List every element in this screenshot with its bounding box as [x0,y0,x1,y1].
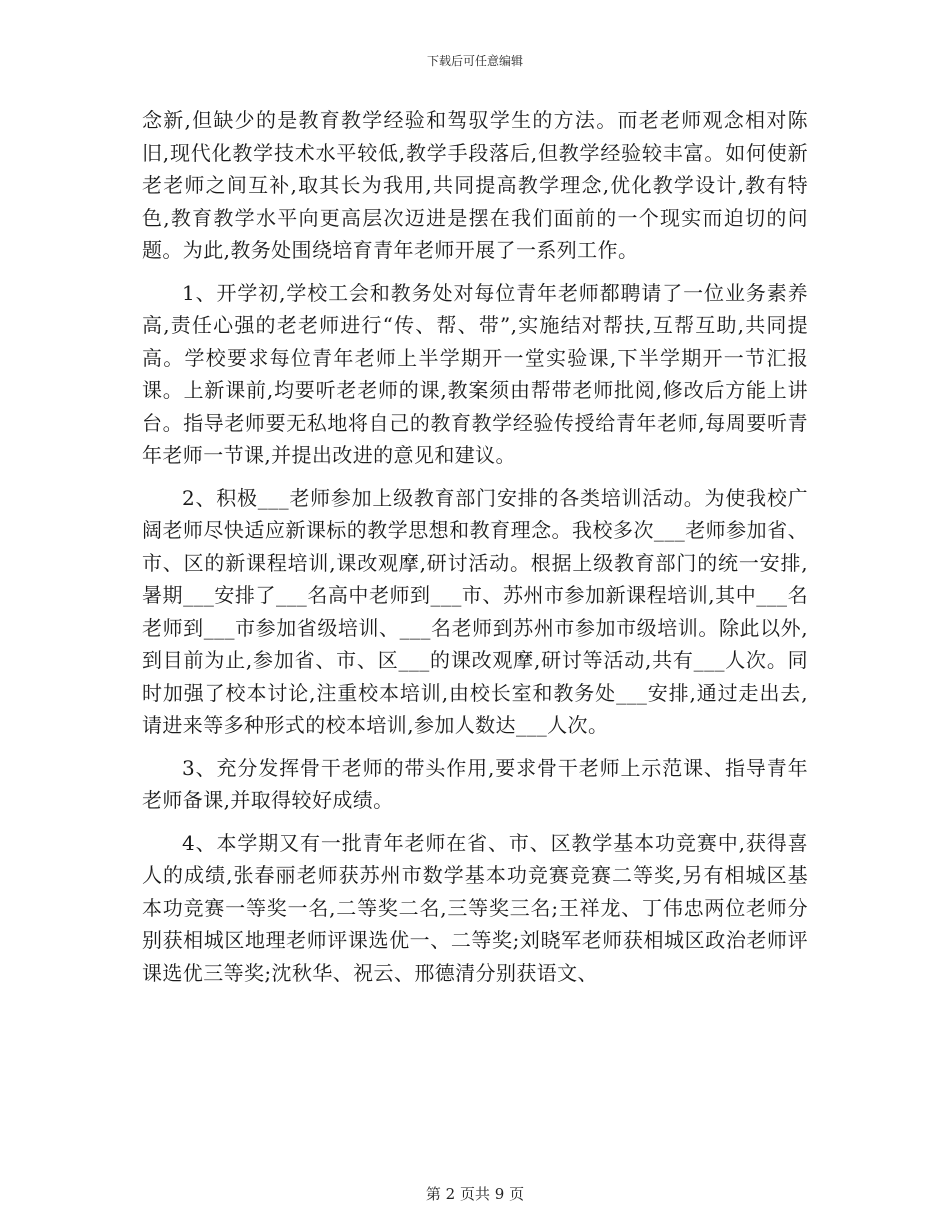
paragraph-item-2: 2、积极___老师参加上级教育部门安排的各类培训活动。为使我校广阔老师尽快适应新课标的教学思想和教育理念。我校多次___老师参加省、市、区的新课程培训,课改观摩,研讨活动。根据上级教育部门的统一安排,暑期___安排了___名高中老师到___市、苏州市参加新课程培训,其中___名老师到___市参加省级培训、___名老师到苏州市参加市级培训。除此以外,到目前为止,参加省、市、区___的课改观摩,研讨等活动,共有___人次。同时加强了校本讨论,注重校本培训,由校长室和教务处___安排,通过走出去,请进来等多种形式的校本培训,参加人数达___人次。 [142,485,808,737]
page-header: 下载后可任意编辑 [426,54,523,68]
document-body [142,104,808,999]
paragraph-item-4: 4、本学期又有一批青年老师在省、市、区教学基本功竞赛中,获得喜人的成绩,张春丽老师获苏州市数学基本功竞赛竞赛二等奖,另有相城区基本功竞赛一等奖一名,二等奖二名,三等奖三名;王祥龙、丁伟忠两位老师分别获相城区地理老师评课选优一、二等奖;刘晓军老师获相城区政治老师评课选优三等奖;沈秋华、祝云、邢德清分别获语文、 [142,830,808,985]
paragraph-item-3: 3、充分发挥骨干老师的带头作用,要求骨干老师上示范课、指导青年老师备课,并取得较好成绩。 [142,755,808,812]
page-number-footer: 第 2 页共 9 页 [425,1185,525,1203]
paragraph-item-1: 1、开学初,学校工会和教务处对每位青年老师都聘请了一位业务素养高,责任心强的老老师进行“传、帮、带”,实施结对帮扶,互帮互助,共同提高。学校要求每位青年老师上半学期开一堂实验课,下半学期开一节汇报课。上新课前,均要听老老师的课,教案须由帮带老师批阅,修改后方能上讲台。指导老师要无私地将自己的教育教学经验传授给青年老师,每周要听青年老师一节课,并提出改进的意见和建议。 [142,280,808,467]
paragraph-intro: 念新,但缺少的是教育教学经验和驾驭学生的方法。而老老师观念相对陈旧,现代化教学技术水平较低,教学手段落后,但教学经验较丰富。如何使新老老师之间互补,取其长为我用,共同提高教学理念,优化教学设计,教有特色,教育教学水平向更高层次迈进是摆在我们面前的一个现实而迫切的问题。为此,教务处围绕培育青年老师开展了一系列工作。 [142,108,808,262]
